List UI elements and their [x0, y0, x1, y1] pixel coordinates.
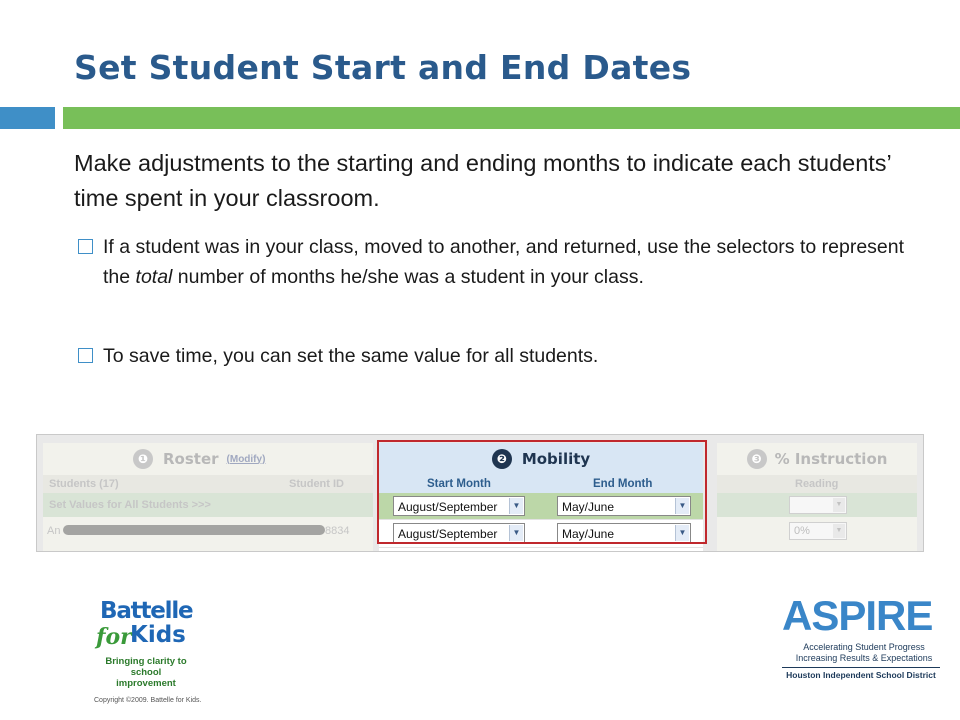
- bullet-2-text: To save time, you can set the same value for all students.: [103, 345, 599, 367]
- bullet-1: [78, 232, 928, 292]
- instruction-set-all-row: [717, 493, 917, 517]
- aspire-wordmark: ASPIRE: [782, 592, 933, 639]
- dropdown-arrow-icon: ▼: [509, 498, 523, 514]
- instruction-column-header: [717, 475, 917, 493]
- dropdown-arrow-icon: ▼: [675, 498, 689, 514]
- student-start-month-select[interactable]: August/September ▼: [393, 523, 525, 543]
- reading-column-label: Reading: [795, 478, 839, 490]
- set-all-start-month-select[interactable]: August/September ▼: [393, 496, 525, 516]
- mobility-header: [379, 443, 703, 475]
- roster-modify-link[interactable]: (Modify): [226, 453, 266, 465]
- mobility-title: Mobility: [521, 450, 591, 468]
- bullet-1-text: If a student was in your class, moved to another, and returned, use the selectors to represent the total number of months he/she was a student in your class.: [103, 236, 905, 288]
- roster-header: [43, 443, 373, 475]
- students-column-label: Students (17): [49, 478, 119, 490]
- set-all-row: [43, 493, 373, 517]
- student-reading-select[interactable]: 0% ▼: [789, 522, 847, 540]
- screenshot-panel: [36, 434, 924, 552]
- step-1-icon: ❶: [133, 449, 153, 469]
- bfk-tagline: Bringing clarity to school improvement: [105, 656, 187, 689]
- aspire-tagline-2: Increasing Results & Expectations: [795, 653, 933, 663]
- student-id-column-label: Student ID: [289, 478, 344, 490]
- roster-title: Roster: [163, 450, 219, 468]
- bullet-2: [78, 341, 928, 371]
- aspire-district: Houston Independent School District: [786, 670, 936, 680]
- battelle-for-kids-logo: [94, 598, 204, 688]
- bfk-logo-battelle: Battelle: [100, 598, 193, 624]
- instruction-section: [717, 443, 917, 552]
- set-all-label: Set Values for All Students >>>: [49, 499, 211, 511]
- redaction-bar: [63, 525, 325, 535]
- student-end-month-select[interactable]: [557, 551, 691, 552]
- instruction-title: % Instruction: [774, 450, 888, 468]
- accent-bar-blue: [0, 107, 55, 129]
- end-month-column-label: End Month: [593, 478, 653, 490]
- step-2-icon: ❷: [492, 449, 512, 469]
- student-end-month-select[interactable]: May/June ▼: [557, 523, 691, 543]
- set-all-reading-select[interactable]: [789, 496, 847, 514]
- instruction-header: [717, 443, 917, 475]
- aspire-logo: [782, 590, 940, 686]
- instruction-student-row: [717, 517, 917, 545]
- set-all-end-month-select[interactable]: May/June ▼: [557, 496, 691, 516]
- bfk-logo-kids: Kids: [130, 622, 186, 648]
- dropdown-arrow-icon: ▼: [675, 525, 689, 541]
- start-month-column-label: Start Month: [427, 478, 491, 490]
- mobility-set-all-row: [379, 493, 703, 519]
- dropdown-arrow-icon: ▼: [833, 498, 845, 512]
- bullet-square-icon: [78, 239, 93, 254]
- aspire-divider: [782, 667, 940, 668]
- dropdown-arrow-icon: ▼: [833, 524, 845, 538]
- roster-column-header: [43, 475, 373, 493]
- bfk-logo-for: for: [96, 624, 132, 650]
- mobility-column-header: [379, 475, 703, 493]
- lead-text: Make adjustments to the starting and ending months to indicate each students’ time spent in your classroom.: [74, 150, 891, 211]
- bullet-square-icon: [78, 348, 93, 363]
- copyright-text: Copyright ©2009. Battelle for Kids.: [94, 697, 202, 704]
- student-name: An: [47, 525, 61, 537]
- roster-student-row: [43, 517, 373, 545]
- step-3-icon: ❸: [747, 449, 767, 469]
- accent-bar-green: [63, 107, 960, 129]
- student-start-month-select[interactable]: [393, 551, 525, 552]
- slide-title: Set Student Start and End Dates: [74, 48, 692, 87]
- dropdown-arrow-icon: ▼: [509, 525, 523, 541]
- roster-section: [43, 443, 373, 552]
- mobility-student-row: [379, 519, 703, 547]
- aspire-tagline-1: Accelerating Student Progress: [803, 642, 925, 652]
- mobility-section: [379, 443, 703, 552]
- mobility-student-row-partial: [379, 547, 703, 552]
- student-id: 8834: [325, 525, 350, 537]
